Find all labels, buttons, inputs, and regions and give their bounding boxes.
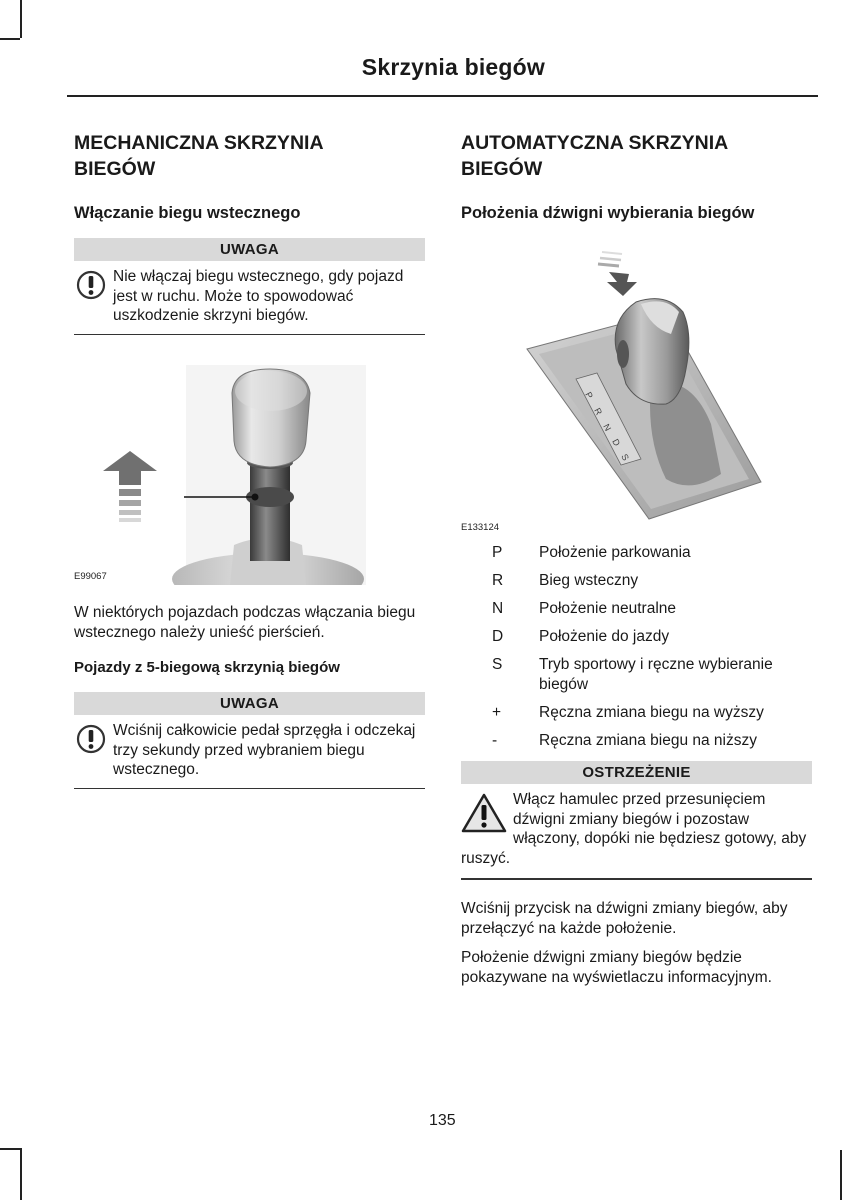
crop-mark (20, 0, 22, 38)
legend-key: N (492, 600, 504, 617)
gate-letter: P (583, 390, 595, 401)
gear-position-legend (461, 543, 813, 759)
warning-label: OSTRZEŻENIE (461, 761, 812, 784)
body-paragraph: W niektórych pojazdach podczas włączania biegu wstecznego należy unieść pierścień. (74, 604, 416, 641)
legend-key: S (492, 656, 503, 673)
warning-notice (461, 761, 812, 988)
legend-value: Położenie neutralne (539, 600, 677, 617)
caution-icon (76, 724, 106, 754)
notice-rule (461, 878, 812, 880)
legend-row (461, 703, 813, 723)
legend-value: Tryb sportowy i ręczne wybieranie biegów (539, 656, 773, 693)
legend-row (461, 627, 813, 647)
manual-shifter-figure (74, 335, 425, 585)
left-column (74, 130, 425, 789)
legend-key: - (492, 731, 498, 749)
legend-value: Bieg wsteczny (539, 572, 639, 589)
crop-mark (840, 1150, 842, 1200)
right-column (461, 130, 812, 534)
body-paragraph: Położenie dźwigni zmiany biegów będzie pokazywane na wyświetlaczu informacyjnym. (461, 948, 772, 986)
legend-value: Położenie parkowania (539, 544, 691, 561)
legend-key: R (492, 572, 504, 589)
notice-label: UWAGA (74, 692, 425, 715)
legend-row (461, 655, 813, 694)
legend-key: P (492, 544, 503, 561)
gate-letter: N (601, 422, 614, 433)
subheading: Pojazdy z 5-biegową skrzynią biegów (74, 659, 340, 676)
gate-letter: D (610, 437, 623, 448)
legend-value: Ręczna zmiana biegu na niższy (539, 731, 757, 749)
legend-row (461, 599, 813, 619)
subheading: Włączanie biegu wstecznego (74, 204, 301, 222)
caution-notice (74, 692, 425, 789)
legend-row (461, 571, 813, 591)
legend-value: Ręczna zmiana biegu na wyższy (539, 703, 764, 721)
section-heading: AUTOMATYCZNA SKRZYNIA BIEGÓW (461, 132, 728, 180)
crop-mark (0, 1148, 20, 1150)
notice-text: Wciśnij całkowicie pedał sprzęgła i odczekaj trzy sekundy przed wybraniem biegu wstecznego. (113, 722, 416, 778)
page-number: 135 (429, 1112, 456, 1129)
warning-triangle-icon (461, 792, 507, 834)
gate-letter: S (619, 452, 631, 463)
page-title: Skrzynia biegów (361, 54, 545, 80)
body-paragraph: Wciśnij przycisk na dźwigni zmiany biegów, aby przełączyć na każde położenie. (461, 899, 788, 937)
gate-letter: R (592, 406, 605, 417)
crop-mark (0, 38, 20, 40)
crop-mark (20, 1148, 22, 1200)
automatic-selector-illustration (461, 224, 812, 524)
subheading: Położenia dźwigni wybierania biegów (461, 204, 755, 222)
figure-code: E133124 (461, 522, 500, 533)
notice-rule (74, 788, 425, 790)
notice-text: Nie włączaj biegu wstecznego, gdy pojazd jest w ruchu. Może to spowodować uszkodzenie skrzyni biegów. (113, 268, 404, 324)
figure-code: E99067 (74, 571, 107, 582)
legend-value: Położenie do jazdy (539, 628, 670, 645)
automatic-selector-figure (461, 224, 812, 534)
caution-icon (76, 270, 106, 300)
notice-label: UWAGA (74, 238, 425, 261)
caution-notice (74, 238, 425, 335)
manual-shifter-illustration (74, 335, 425, 585)
legend-key: D (492, 628, 504, 645)
section-heading: MECHANICZNA SKRZYNIA BIEGÓW (74, 132, 323, 180)
title-rule (67, 95, 818, 97)
legend-row (461, 731, 813, 751)
warning-text: Włącz hamulec przed przesunięciem dźwigni zmiany biegów i pozostaw włączony, dopóki nie będziesz gotowy, aby ruszyć. (461, 791, 807, 867)
legend-row (461, 543, 813, 563)
legend-key: + (492, 703, 502, 721)
